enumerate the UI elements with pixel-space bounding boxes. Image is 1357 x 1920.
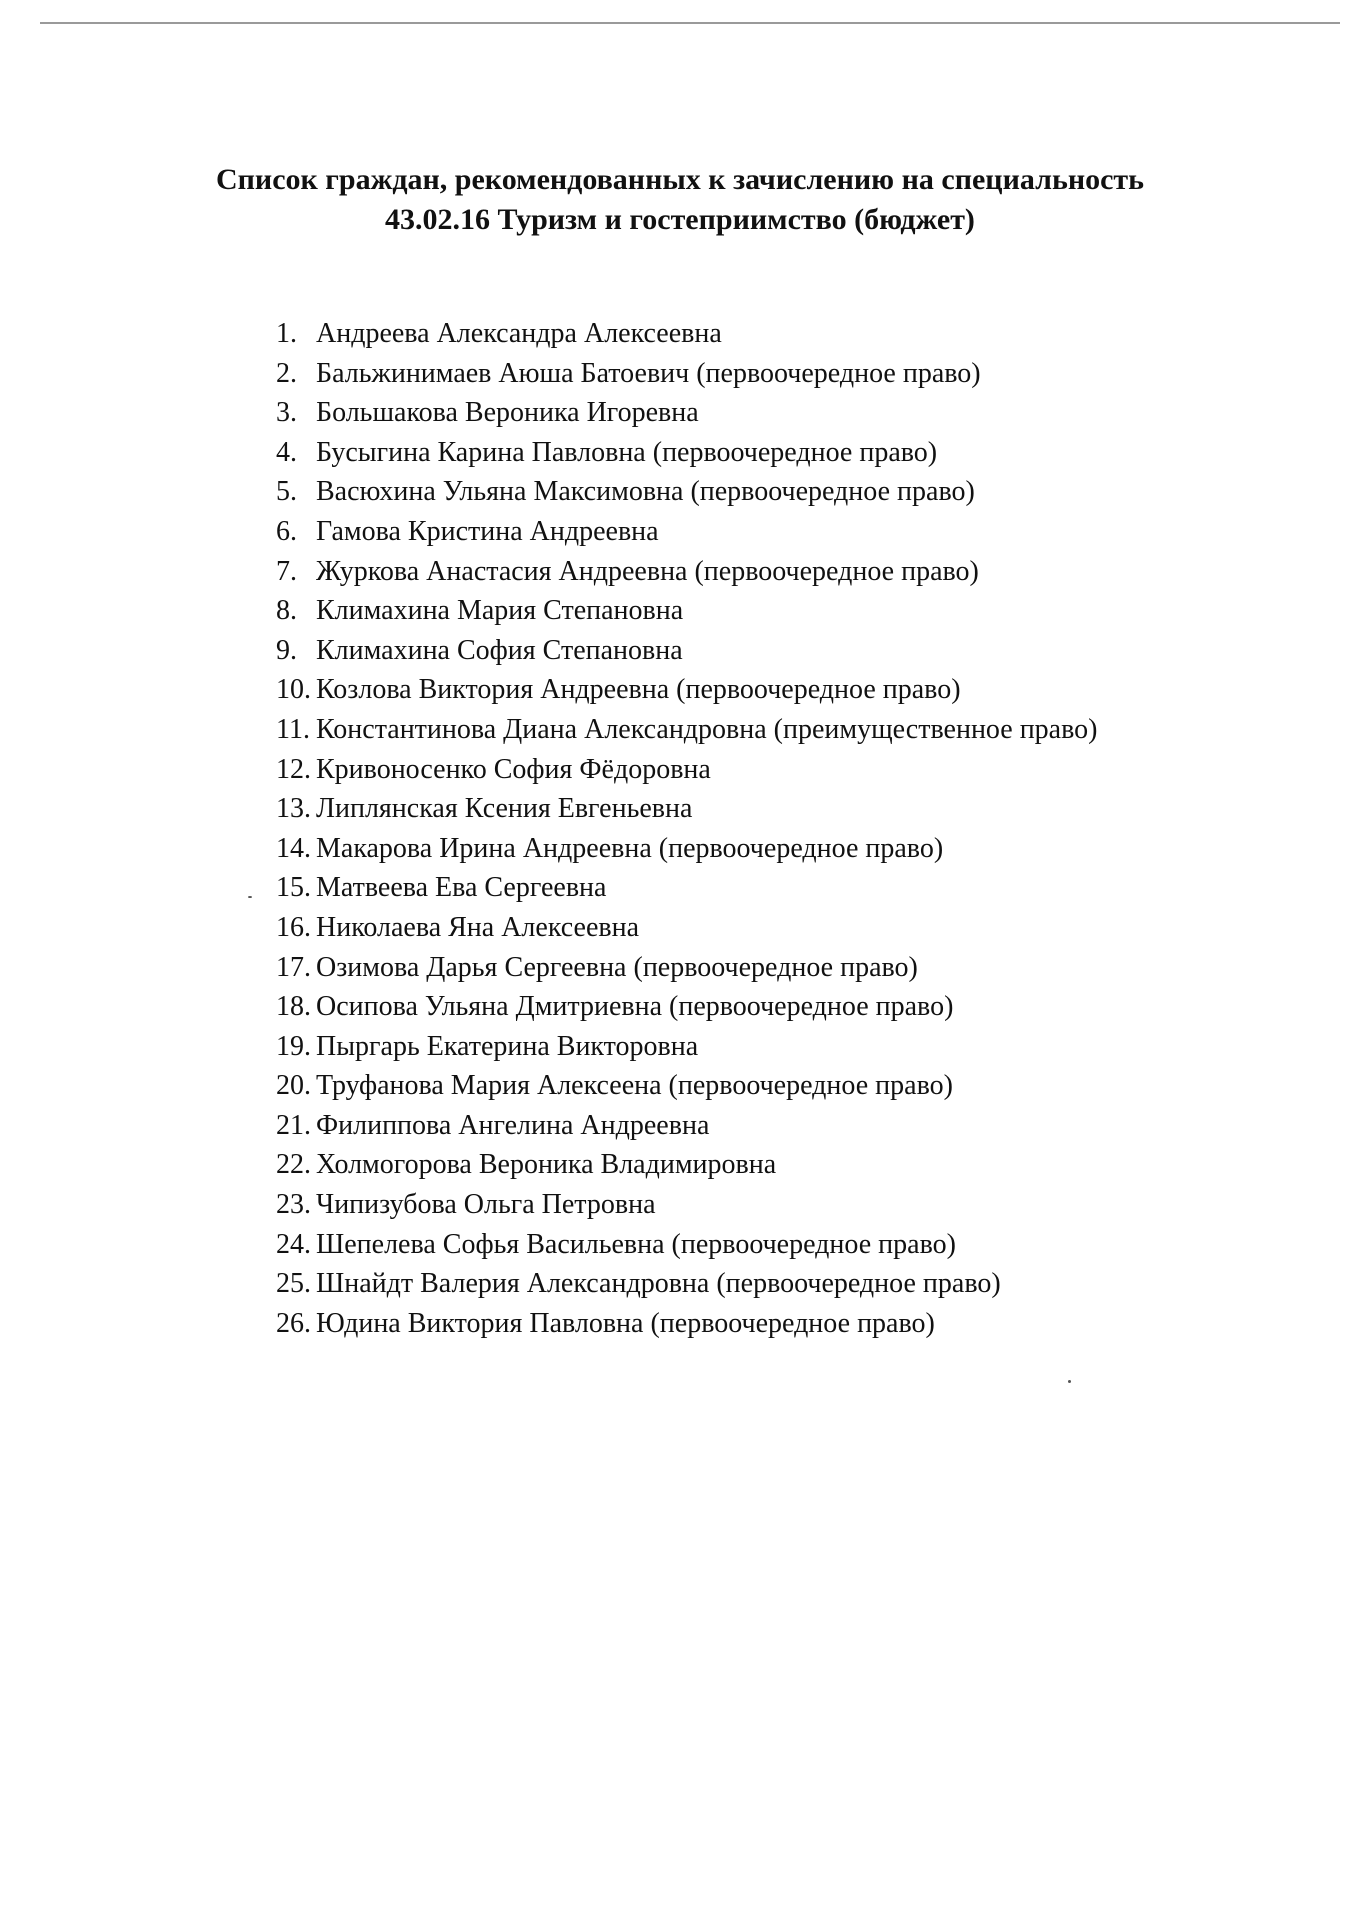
scan-top-rule xyxy=(40,22,1340,24)
list-item xyxy=(276,354,1097,394)
list-item-name: Бусыгина Карина Павловна (первоочередное право) xyxy=(316,436,938,468)
list-item-name: Большакова Вероника Игоревна xyxy=(316,397,699,429)
list-item-name: Климахина Мария Степановна xyxy=(316,595,684,627)
title-line-1: Список граждан, рекомендованных к зачислению на специальность xyxy=(215,163,1145,196)
list-item-number: 24. xyxy=(276,1228,311,1260)
list-item-number: 7. xyxy=(276,555,297,587)
list-item-number: 21. xyxy=(276,1109,311,1141)
list-item-name: Пыргарь Екатерина Викторовна xyxy=(316,1030,699,1062)
list-item-number: 20. xyxy=(276,1070,311,1102)
list-item-number: 18. xyxy=(276,991,311,1023)
list-item xyxy=(276,472,1097,512)
list-item-number: 19. xyxy=(276,1030,311,1062)
list-item-number: 11. xyxy=(276,713,310,745)
list-item-number: 17. xyxy=(276,951,311,983)
list-item-name: Макарова Ирина Андреевна (первоочередное право) xyxy=(316,832,944,864)
list-item xyxy=(276,1066,1097,1106)
list-item-number: 3. xyxy=(276,397,297,429)
list-item xyxy=(276,1106,1097,1146)
list-item xyxy=(276,1225,1097,1265)
list-item-name: Константинова Диана Александровна (преимущественное право) xyxy=(316,713,1098,745)
list-item xyxy=(276,710,1097,750)
list-item xyxy=(276,631,1097,671)
list-item-number: 6. xyxy=(276,515,297,547)
list-item-name: Чипизубова Ольга Петровна xyxy=(316,1189,656,1221)
list-item-name: Гамова Кристина Андреевна xyxy=(316,515,659,547)
list-item-number: 22. xyxy=(276,1149,311,1181)
list-item xyxy=(276,552,1097,592)
title-line-2: 43.02.16 Туризм и гостеприимство (бюджет) xyxy=(385,203,975,236)
list-item xyxy=(276,1264,1097,1304)
list-item-name: Холмогорова Вероника Владимировна xyxy=(316,1149,777,1181)
list-item-number: 4. xyxy=(276,436,297,468)
list-item-name: Николаева Яна Алексеевна xyxy=(316,911,639,943)
list-item xyxy=(276,987,1097,1027)
list-item-name: Озимова Дарья Сергеевна (первоочередное право) xyxy=(316,951,918,983)
list-item-number: 2. xyxy=(276,357,297,389)
document-title xyxy=(180,160,1180,240)
list-item xyxy=(276,591,1097,631)
list-item-name: Климахина София Степановна xyxy=(316,634,683,666)
list-item xyxy=(276,1304,1097,1344)
list-item-name: Журкова Анастасия Андреевна (первоочередное право) xyxy=(316,555,979,587)
list-item-name: Шнайдт Валерия Александровна (первоочередное право) xyxy=(316,1268,1001,1300)
list-item xyxy=(276,1145,1097,1185)
list-item-name: Труфанова Мария Алексеена (первоочередное право) xyxy=(316,1070,953,1102)
list-item xyxy=(276,1027,1097,1067)
list-item-name: Липлянская Ксения Евгеньевна xyxy=(316,793,693,825)
list-item-number: 15. xyxy=(276,872,311,904)
list-item-name: Шепелева Софья Васильевна (первоочередное право) xyxy=(316,1228,956,1260)
list-item-number: 5. xyxy=(276,476,297,508)
list-item-number: 25. xyxy=(276,1268,311,1300)
list-item-name: Филиппова Ангелина Андреевна xyxy=(316,1109,710,1141)
list-item-name: Бальжинимаев Аюша Батоевич (первоочередное право) xyxy=(316,357,981,389)
list-item-number: 16. xyxy=(276,911,311,943)
list-item-number: 8. xyxy=(276,595,297,627)
list-item xyxy=(276,1185,1097,1225)
scan-speck xyxy=(1068,1380,1071,1383)
list-item-number: 13. xyxy=(276,793,311,825)
enrollment-list xyxy=(276,314,1097,1343)
list-item-name: Васюхина Ульяна Максимовна (первоочередное право) xyxy=(316,476,975,508)
list-item xyxy=(276,789,1097,829)
list-item-name: Андреева Александра Алексеевна xyxy=(316,318,722,349)
list-item xyxy=(276,314,1097,354)
list-item xyxy=(276,433,1097,473)
list-item xyxy=(276,670,1097,710)
list-item-name: Кривоносенко София Фёдоровна xyxy=(316,753,711,785)
list-item-number: 23. xyxy=(276,1189,311,1221)
list-item-number: 14. xyxy=(276,832,311,864)
list-item-number: 26. xyxy=(276,1307,311,1339)
list-item-number: 10. xyxy=(276,674,311,706)
scan-speck xyxy=(248,896,252,898)
list-item-name: Осипова Ульяна Дмитриевна (первоочередное право) xyxy=(316,991,954,1023)
list-item xyxy=(276,393,1097,433)
list-item xyxy=(276,868,1097,908)
list-item-name: Матвеева Ева Сергеевна xyxy=(316,872,607,904)
list-item-name: Юдина Виктория Павловна (первоочередное право) xyxy=(316,1307,935,1339)
list-item-name: Козлова Виктория Андреевна (первоочередное право) xyxy=(316,674,961,706)
list-item-number: 9. xyxy=(276,634,297,666)
list-item xyxy=(276,512,1097,552)
list-item xyxy=(276,948,1097,988)
list-item xyxy=(276,829,1097,869)
list-item-number: 1. xyxy=(276,318,297,349)
list-item-number: 12. xyxy=(276,753,311,785)
list-item xyxy=(276,908,1097,948)
list-item xyxy=(276,750,1097,790)
